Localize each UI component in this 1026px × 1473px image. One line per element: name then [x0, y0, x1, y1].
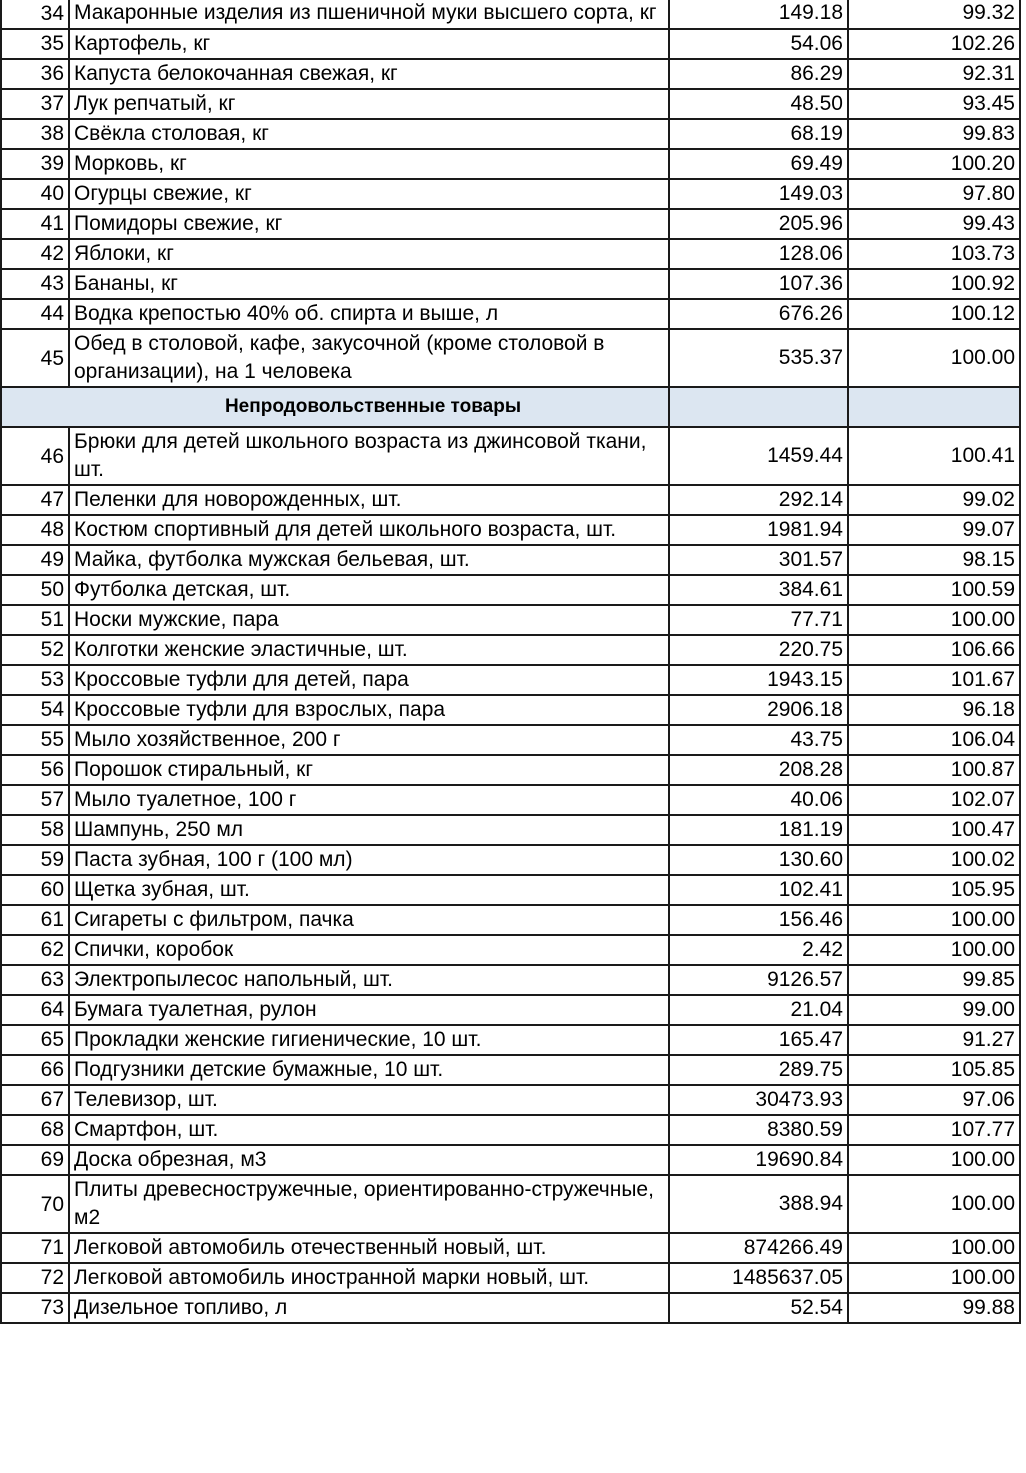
row-number: 58 — [1, 815, 69, 845]
row-number: 55 — [1, 725, 69, 755]
item-price: 107.36 — [669, 269, 848, 299]
table-row — [1, 485, 1020, 515]
item-price: 43.75 — [669, 725, 848, 755]
item-index: 105.95 — [848, 875, 1020, 905]
item-index: 100.00 — [848, 935, 1020, 965]
item-name: Обед в столовой, кафе, закусочной (кроме столовой в организации), на 1 человека — [69, 329, 669, 387]
row-number: 68 — [1, 1115, 69, 1145]
item-index: 91.27 — [848, 1025, 1020, 1055]
item-index: 107.77 — [848, 1115, 1020, 1145]
item-name: Майка, футболка мужская бельевая, шт. — [69, 545, 669, 575]
table-row — [1, 1025, 1020, 1055]
item-price: 128.06 — [669, 239, 848, 269]
item-name: Шампунь, 250 мл — [69, 815, 669, 845]
table-row — [1, 59, 1020, 89]
row-number: 62 — [1, 935, 69, 965]
table-row — [1, 845, 1020, 875]
table-row — [1, 1293, 1020, 1323]
row-number: 67 — [1, 1085, 69, 1115]
item-index: 100.00 — [848, 329, 1020, 387]
item-price: 384.61 — [669, 575, 848, 605]
item-name: Кроссовые туфли для взрослых, пара — [69, 695, 669, 725]
item-index: 100.00 — [848, 1263, 1020, 1293]
table-row — [1, 149, 1020, 179]
item-index: 106.04 — [848, 725, 1020, 755]
item-index: 100.00 — [848, 1233, 1020, 1263]
item-price: 1459.44 — [669, 427, 848, 485]
item-price: 220.75 — [669, 635, 848, 665]
item-name: Пеленки для новорожденных, шт. — [69, 485, 669, 515]
row-number: 56 — [1, 755, 69, 785]
item-index: 100.00 — [848, 605, 1020, 635]
item-index: 99.85 — [848, 965, 1020, 995]
table-row — [1, 695, 1020, 725]
row-number: 46 — [1, 427, 69, 485]
item-price: 40.06 — [669, 785, 848, 815]
item-price: 21.04 — [669, 995, 848, 1025]
table-row — [1, 239, 1020, 269]
row-number: 47 — [1, 485, 69, 515]
item-index: 102.07 — [848, 785, 1020, 815]
table-row — [1, 785, 1020, 815]
item-price: 208.28 — [669, 755, 848, 785]
row-number: 63 — [1, 965, 69, 995]
row-number: 49 — [1, 545, 69, 575]
table-row — [1, 725, 1020, 755]
item-index: 93.45 — [848, 89, 1020, 119]
item-price: 292.14 — [669, 485, 848, 515]
table-row — [1, 575, 1020, 605]
item-name: Плиты древесностружечные, ориентированно-стружечные, м2 — [69, 1175, 669, 1233]
item-price: 874266.49 — [669, 1233, 848, 1263]
row-number: 73 — [1, 1293, 69, 1323]
item-price: 165.47 — [669, 1025, 848, 1055]
table-row — [1, 119, 1020, 149]
item-price: 77.71 — [669, 605, 848, 635]
item-price: 68.19 — [669, 119, 848, 149]
item-name: Морковь, кг — [69, 149, 669, 179]
item-price: 9126.57 — [669, 965, 848, 995]
item-index: 103.73 — [848, 239, 1020, 269]
food-items-group — [1, 0, 1020, 387]
row-number: 37 — [1, 89, 69, 119]
item-name: Водка крепостью 40% об. спирта и выше, л — [69, 299, 669, 329]
table-row — [1, 905, 1020, 935]
table-row — [1, 665, 1020, 695]
row-number: 40 — [1, 179, 69, 209]
item-name: Телевизор, шт. — [69, 1085, 669, 1115]
table-row — [1, 545, 1020, 575]
row-number: 60 — [1, 875, 69, 905]
table-row — [1, 269, 1020, 299]
item-price: 676.26 — [669, 299, 848, 329]
table-row — [1, 995, 1020, 1025]
item-name: Картофель, кг — [69, 29, 669, 59]
nonfood-items-group — [1, 427, 1020, 1323]
item-name: Бананы, кг — [69, 269, 669, 299]
row-number: 72 — [1, 1263, 69, 1293]
table-row — [1, 1115, 1020, 1145]
item-index: 102.26 — [848, 29, 1020, 59]
table-row — [1, 209, 1020, 239]
item-name: Дизельное топливо, л — [69, 1293, 669, 1323]
row-number: 64 — [1, 995, 69, 1025]
item-name: Огурцы свежие, кг — [69, 179, 669, 209]
table-row — [1, 875, 1020, 905]
item-name: Футболка детская, шт. — [69, 575, 669, 605]
item-index: 100.02 — [848, 845, 1020, 875]
table-row — [1, 1175, 1020, 1233]
row-number: 53 — [1, 665, 69, 695]
item-name: Свёкла столовая, кг — [69, 119, 669, 149]
item-price: 535.37 — [669, 329, 848, 387]
row-number: 45 — [1, 329, 69, 387]
row-number: 41 — [1, 209, 69, 239]
table-row — [1, 89, 1020, 119]
item-index: 96.18 — [848, 695, 1020, 725]
item-index: 100.00 — [848, 905, 1020, 935]
item-name: Носки мужские, пара — [69, 605, 669, 635]
row-number: 48 — [1, 515, 69, 545]
item-name: Смартфон, шт. — [69, 1115, 669, 1145]
table-row — [1, 329, 1020, 387]
row-number: 44 — [1, 299, 69, 329]
item-index: 100.00 — [848, 1175, 1020, 1233]
item-price: 388.94 — [669, 1175, 848, 1233]
item-name: Сигареты с фильтром, пачка — [69, 905, 669, 935]
table-row — [1, 635, 1020, 665]
item-name: Капуста белокочанная свежая, кг — [69, 59, 669, 89]
section-filler-price — [669, 387, 848, 427]
item-price: 48.50 — [669, 89, 848, 119]
item-name: Бумага туалетная, рулон — [69, 995, 669, 1025]
item-index: 97.06 — [848, 1085, 1020, 1115]
table-row — [1, 299, 1020, 329]
row-number: 66 — [1, 1055, 69, 1085]
row-number: 50 — [1, 575, 69, 605]
item-price: 30473.93 — [669, 1085, 848, 1115]
item-index: 99.02 — [848, 485, 1020, 515]
item-index: 100.20 — [848, 149, 1020, 179]
table-row — [1, 179, 1020, 209]
row-number: 61 — [1, 905, 69, 935]
section-header-group — [1, 387, 1020, 427]
item-index: 100.92 — [848, 269, 1020, 299]
table-row — [1, 427, 1020, 485]
row-number: 34 — [1, 0, 69, 29]
item-price: 205.96 — [669, 209, 848, 239]
item-price: 2906.18 — [669, 695, 848, 725]
item-name: Доска обрезная, м3 — [69, 1145, 669, 1175]
item-price: 289.75 — [669, 1055, 848, 1085]
item-name: Порошок стиральный, кг — [69, 755, 669, 785]
row-number: 36 — [1, 59, 69, 89]
row-number: 65 — [1, 1025, 69, 1055]
section-filler-index — [848, 387, 1020, 427]
row-number: 59 — [1, 845, 69, 875]
item-price: 102.41 — [669, 875, 848, 905]
row-number: 38 — [1, 119, 69, 149]
item-name: Мыло хозяйственное, 200 г — [69, 725, 669, 755]
item-name: Кроссовые туфли для детей, пара — [69, 665, 669, 695]
item-index: 106.66 — [848, 635, 1020, 665]
item-index: 100.47 — [848, 815, 1020, 845]
item-price: 19690.84 — [669, 1145, 848, 1175]
item-price: 69.49 — [669, 149, 848, 179]
table-row — [1, 1055, 1020, 1085]
section-title: Непродовольственные товары — [1, 387, 669, 427]
item-price: 86.29 — [669, 59, 848, 89]
table-row — [1, 815, 1020, 845]
table-row — [1, 515, 1020, 545]
row-number: 71 — [1, 1233, 69, 1263]
item-index: 100.12 — [848, 299, 1020, 329]
table-row — [1, 935, 1020, 965]
item-price: 149.18 — [669, 0, 848, 29]
row-number: 69 — [1, 1145, 69, 1175]
item-price: 181.19 — [669, 815, 848, 845]
table-row — [1, 965, 1020, 995]
item-index: 99.32 — [848, 0, 1020, 29]
item-price: 2.42 — [669, 935, 848, 965]
item-index: 99.07 — [848, 515, 1020, 545]
item-name: Лук репчатый, кг — [69, 89, 669, 119]
table-row — [1, 1263, 1020, 1293]
table-row — [1, 605, 1020, 635]
item-index: 98.15 — [848, 545, 1020, 575]
row-number: 54 — [1, 695, 69, 725]
item-index: 99.00 — [848, 995, 1020, 1025]
section-header-row — [1, 387, 1020, 427]
item-name: Щетка зубная, шт. — [69, 875, 669, 905]
item-price: 156.46 — [669, 905, 848, 935]
row-number: 35 — [1, 29, 69, 59]
row-number: 52 — [1, 635, 69, 665]
item-price: 149.03 — [669, 179, 848, 209]
item-name: Подгузники детские бумажные, 10 шт. — [69, 1055, 669, 1085]
table-row — [1, 1145, 1020, 1175]
item-name: Спички, коробок — [69, 935, 669, 965]
row-number: 70 — [1, 1175, 69, 1233]
item-index: 92.31 — [848, 59, 1020, 89]
item-name: Яблоки, кг — [69, 239, 669, 269]
item-price: 52.54 — [669, 1293, 848, 1323]
table-row — [1, 29, 1020, 59]
item-index: 99.88 — [848, 1293, 1020, 1323]
row-number: 39 — [1, 149, 69, 179]
item-name: Помидоры свежие, кг — [69, 209, 669, 239]
item-name: Легковой автомобиль иностранной марки новый, шт. — [69, 1263, 669, 1293]
item-index: 99.83 — [848, 119, 1020, 149]
item-price: 8380.59 — [669, 1115, 848, 1145]
item-price: 1485637.05 — [669, 1263, 848, 1293]
item-name: Макаронные изделия из пшеничной муки высшего сорта, кг — [69, 0, 669, 29]
row-number: 57 — [1, 785, 69, 815]
table-row — [1, 0, 1020, 29]
item-price: 54.06 — [669, 29, 848, 59]
row-number: 42 — [1, 239, 69, 269]
item-name: Мыло туалетное, 100 г — [69, 785, 669, 815]
table-row — [1, 1085, 1020, 1115]
item-index: 97.80 — [848, 179, 1020, 209]
row-number: 51 — [1, 605, 69, 635]
table-row — [1, 1233, 1020, 1263]
item-name: Костюм спортивный для детей школьного возраста, шт. — [69, 515, 669, 545]
row-number: 43 — [1, 269, 69, 299]
item-name: Электропылесос напольный, шт. — [69, 965, 669, 995]
item-name: Колготки женские эластичные, шт. — [69, 635, 669, 665]
item-price: 130.60 — [669, 845, 848, 875]
item-index: 100.00 — [848, 1145, 1020, 1175]
item-index: 101.67 — [848, 665, 1020, 695]
item-index: 105.85 — [848, 1055, 1020, 1085]
table-row — [1, 755, 1020, 785]
item-name: Легковой автомобиль отечественный новый, шт. — [69, 1233, 669, 1263]
item-index: 100.59 — [848, 575, 1020, 605]
item-price: 1981.94 — [669, 515, 848, 545]
item-index: 99.43 — [848, 209, 1020, 239]
item-name: Паста зубная, 100 г (100 мл) — [69, 845, 669, 875]
item-index: 100.87 — [848, 755, 1020, 785]
item-price: 301.57 — [669, 545, 848, 575]
item-index: 100.41 — [848, 427, 1020, 485]
item-name: Брюки для детей школьного возраста из джинсовой ткани, шт. — [69, 427, 669, 485]
item-name: Прокладки женские гигиенические, 10 шт. — [69, 1025, 669, 1055]
item-price: 1943.15 — [669, 665, 848, 695]
